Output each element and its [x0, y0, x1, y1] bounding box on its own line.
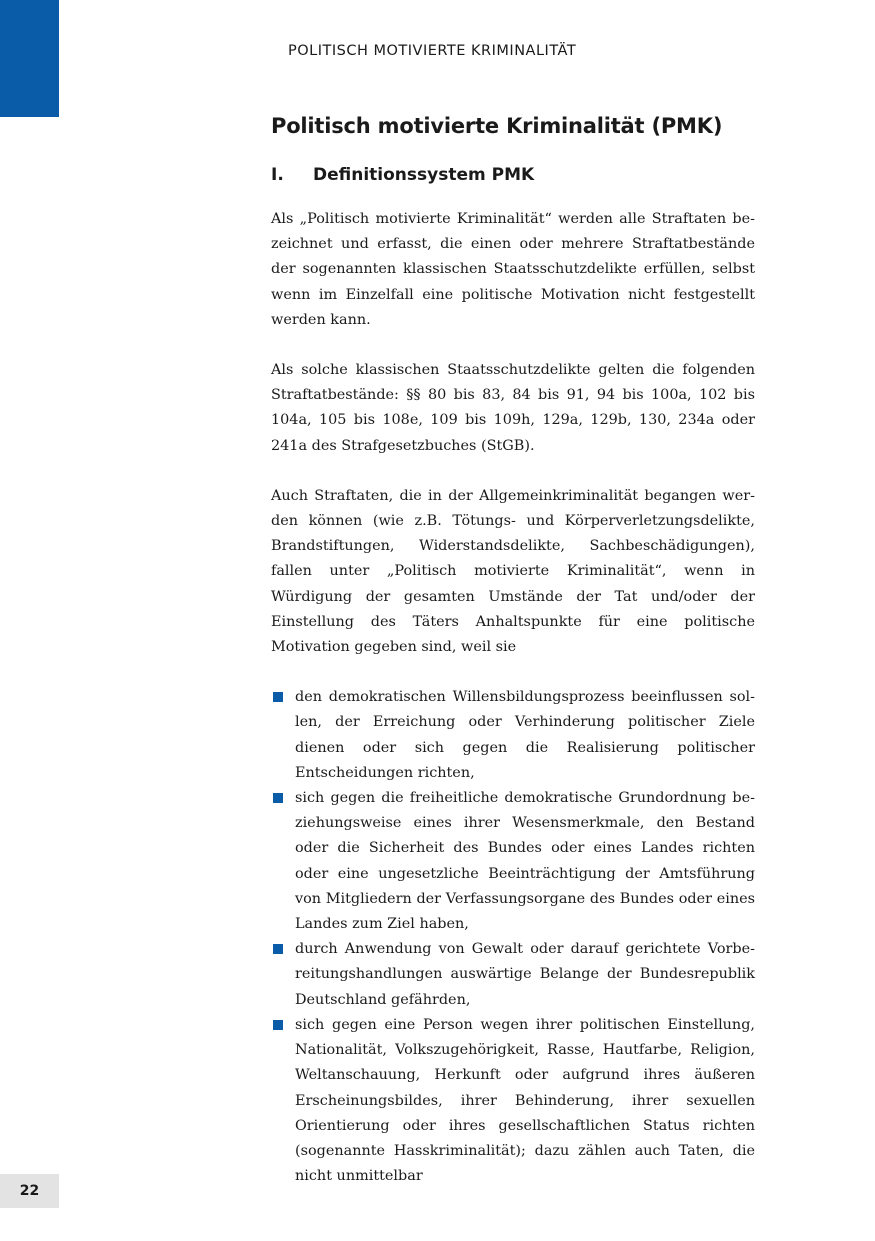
square-bullet-icon [273, 1020, 283, 1030]
page-content [271, 112, 755, 1189]
list-item-text: durch Anwendung von Gewalt oder darauf gerichtete Vorbereitungshandlungen auswärtige Belange der Bundesrepublik Deutschland gefährden, [295, 941, 755, 1008]
list-item-text: sich gegen die freiheitliche demokratische Grundordnung beziehungsweise eines ihrer Wesensmerkmale, den Bestand oder die Sicherheit des Bundes oder eines Landes richten oder eine ungesetzliche Beeinträchtigung der Amtsführung von Mitgliedern der Verfassungsorgane des Bundes oder eines Landes zum Ziel haben, [295, 790, 755, 933]
page-title: Politisch motivierte Kriminalität (PMK) [271, 114, 723, 138]
section-number: I. [271, 165, 284, 185]
chapter-color-tab [0, 0, 59, 117]
paragraph-definition: Als „Politisch motivierte Kriminalität“ werden alle Straftaten bezeichnet und erfasst, die einen oder mehrere Straftatbestände der sogenannten klassischen Staatsschutzdelikte erfüllen, selbst wenn im Einzelfall eine politische Motivation nicht festgestellt werden kann. [271, 211, 755, 328]
list-item [271, 685, 755, 786]
square-bullet-icon [273, 692, 283, 702]
list-item [271, 786, 755, 937]
paragraph-general-crime: Auch Straftaten, die in der Allgemeinkriminalität begangen werden können (wie z.B. Tötungs- und Körperverletzungsdelikte, Brandstiftungen, Widerstandsdelikte, Sachbeschädigungen), fallen unter „Politisch motivierte Kriminalität“, wenn in Würdigung der gesamten Umstände der Tat und/oder der Einstellung des Täters Anhaltspunkte für eine politische Motivation gegeben sind, weil sie [271, 487, 755, 656]
criteria-list [271, 685, 755, 1189]
list-item-text: sich gegen eine Person wegen ihrer politischen Einstellung, Nationalität, Volkszugehörigkeit, Rasse, Hautfarbe, Religion, Weltanschauung, Herkunft oder aufgrund ihres äußeren Erscheinungsbildes, ihrer Behinderung, ihrer sexuellen Orientierung oder ihres gesellschaftlichen Status richten (sogenannte Hasskriminalität); dazu zählen auch Taten, die nicht unmittelbar [295, 1016, 755, 1185]
square-bullet-icon [273, 793, 283, 803]
section-heading [271, 163, 755, 187]
section-title: Definitionssystem PMK [313, 165, 535, 185]
list-item-text: den demokratischen Willensbildungsprozess beeinflussen sollen, der Erreichung oder Verhinderung politischer Ziele dienen oder sich gegen die Realisierung politischer Entscheidungen richten, [295, 689, 755, 781]
list-item [271, 1013, 755, 1189]
page-number: 22 [0, 1174, 59, 1208]
list-item [271, 937, 755, 1013]
running-header: POLITISCH MOTIVIERTE KRIMINALITÄT [288, 43, 577, 59]
square-bullet-icon [273, 944, 283, 954]
paragraph-statutes: Als solche klassischen Staatsschutzdelikte gelten die folgenden Straftatbestände: §§ 80 bis 83, 84 bis 91, 94 bis 100a, 102 bis 104a, 105 bis 108e, 109 bis 109h, 129a, 129b, 130, 234a oder 241a des Strafgesetzbuches (StGB). [271, 362, 755, 454]
